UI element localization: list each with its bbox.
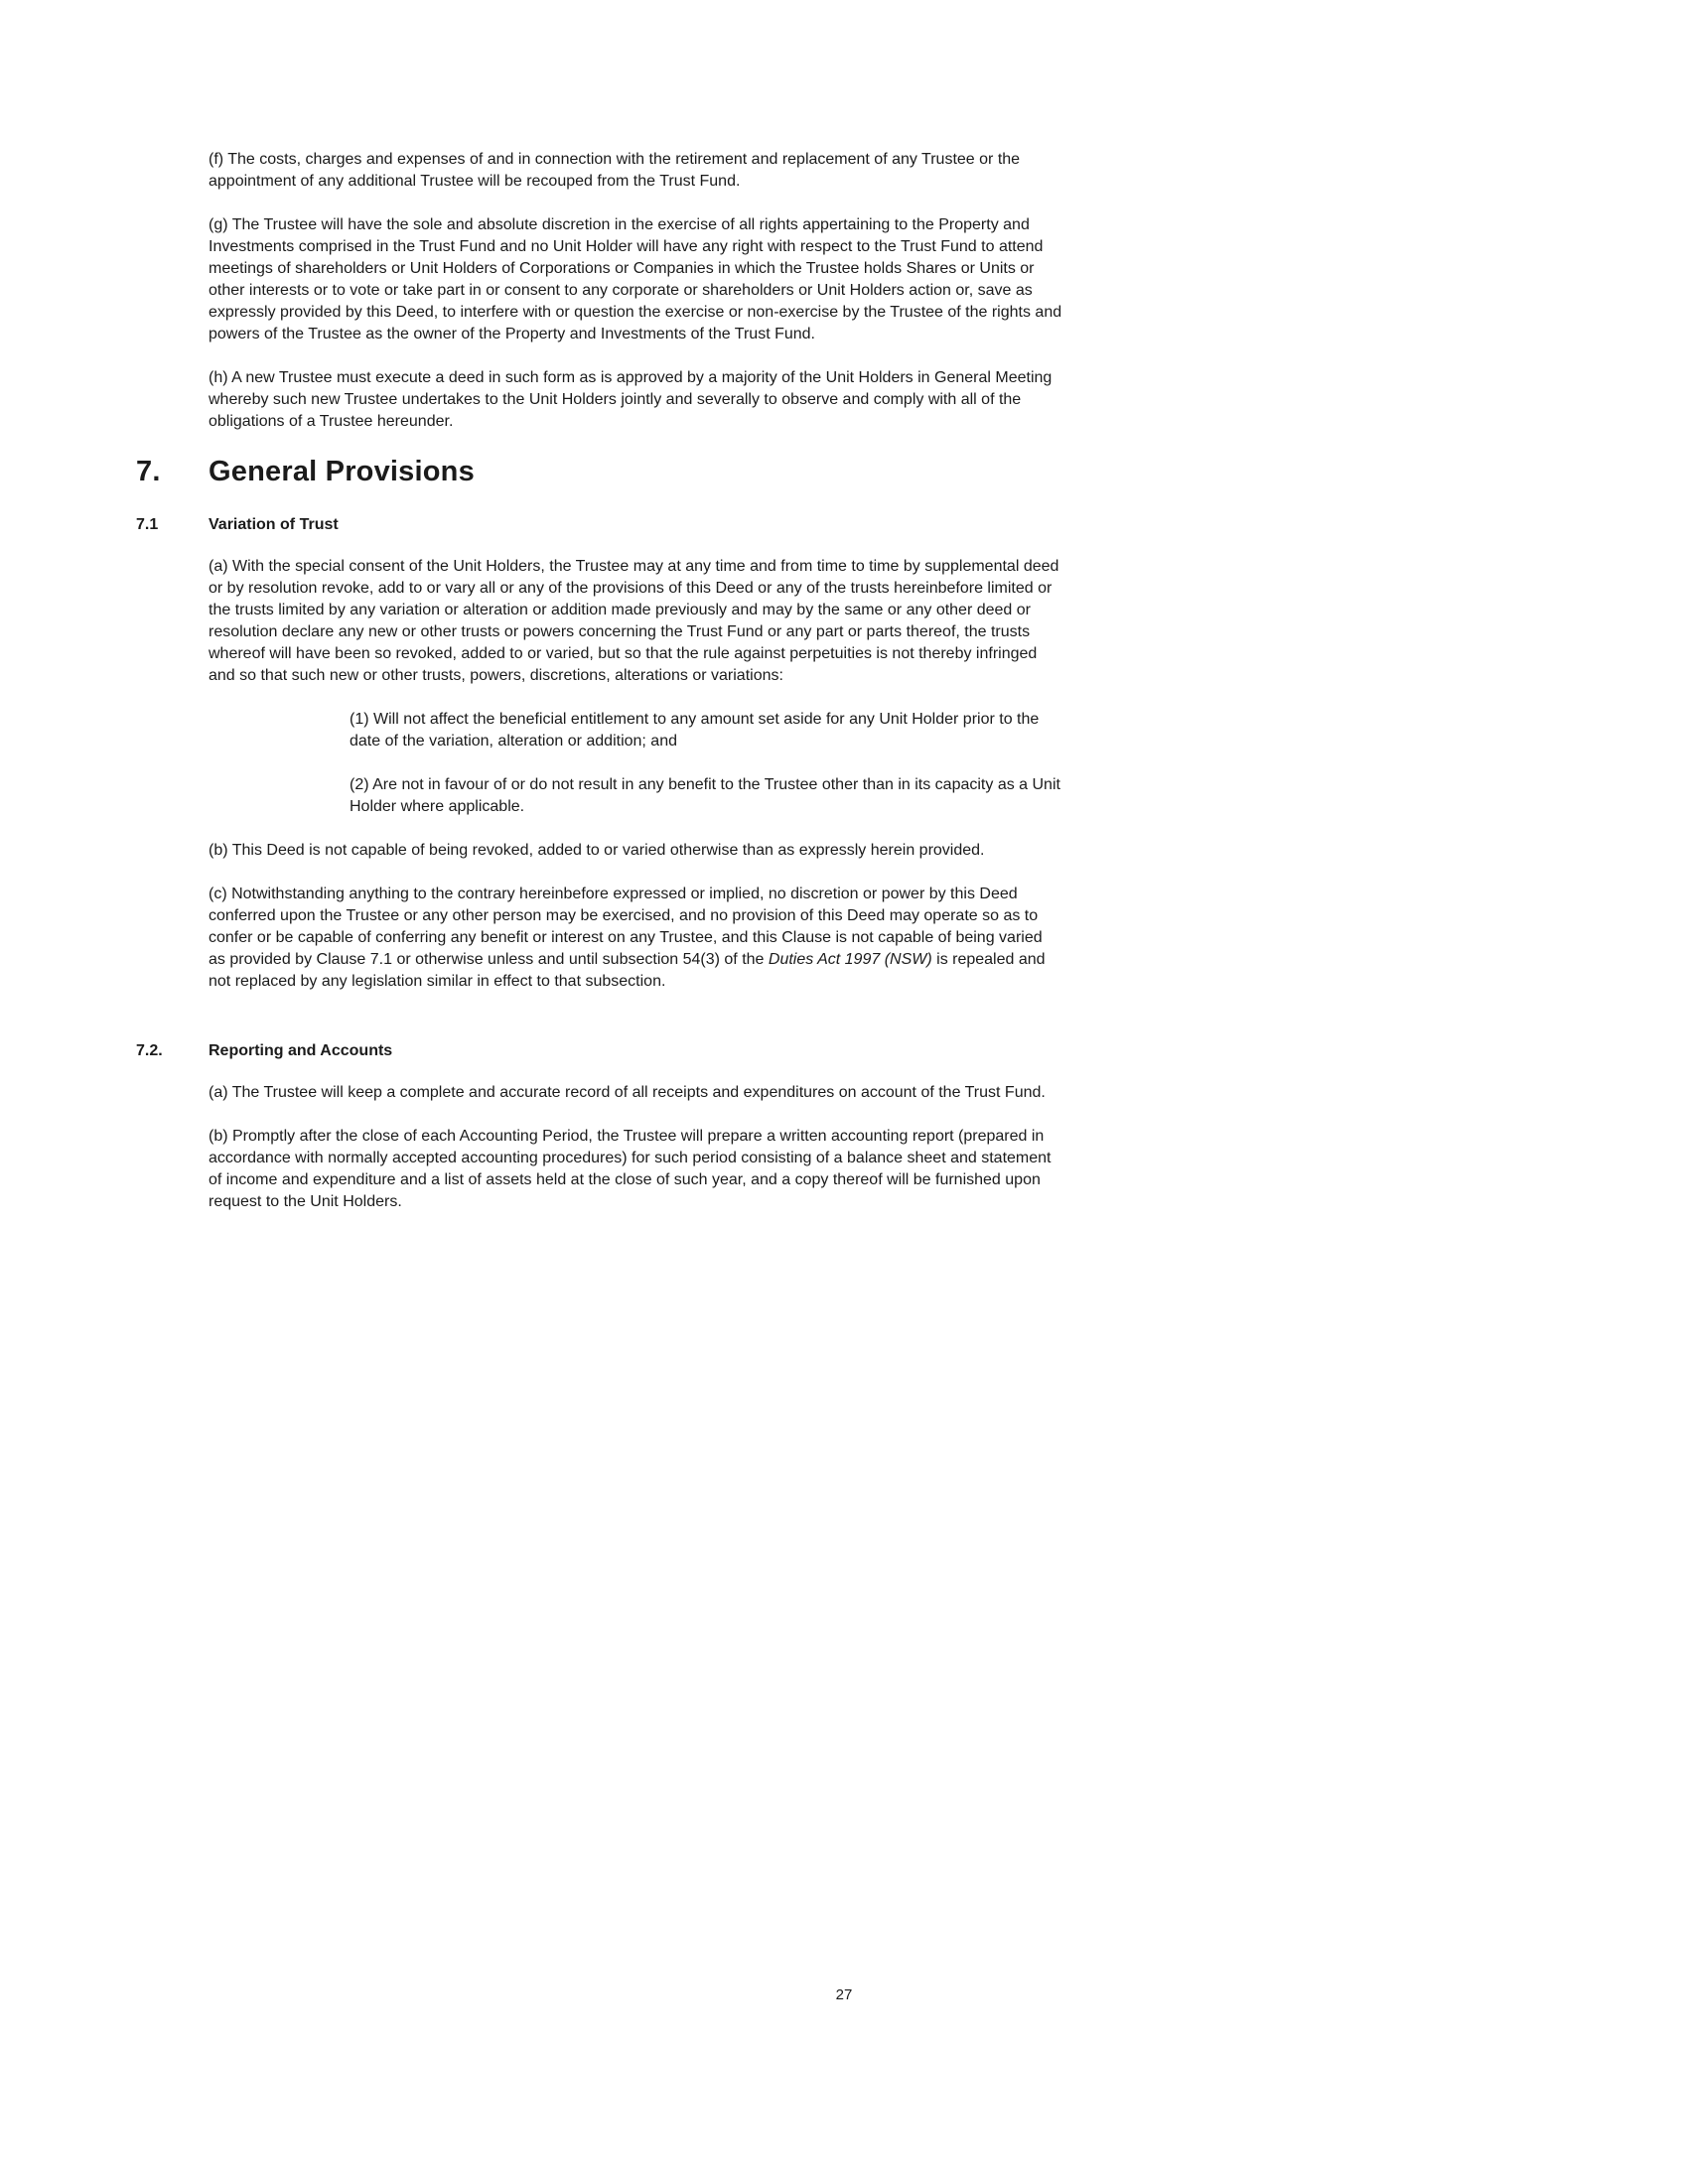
list-item-2: (2) Are not in favour of or do not result in any benefit to the Trustee other than in its capacity as a Unit Holder where applicable.: [350, 776, 1060, 815]
paragraph-7-1-c-text: (c) Notwithstanding anything to the contrary hereinbefore expressed or implied, no discretion or power by this Deed conferred upon the Trustee or any other person may be exercised, and no provision of this Deed may operate so as to confer or be capable of conferring any benefit or interest on any Trustee, and this Clause is not capable of being varied as provided by Clause 7.1 or otherwise unless and until subsection 54(3) of the: [209, 886, 1043, 968]
page-number: 27: [835, 1986, 853, 2003]
section-7-heading: [136, 455, 1092, 488]
statute-reference: Duties Act 1997 (NSW): [768, 951, 932, 968]
paragraph-7-1-c-tail: is repealed and not replaced by any legislation similar in effect to that subsection.: [209, 951, 1046, 990]
paragraph-g: (g) The Trustee will have the sole and absolute discretion in the exercise of all rights appertaining to the Property and Investments comprised in the Trust Fund and no Unit Holder will have any right with respect to the Trust Fund to attend meetings of shareholders or Unit Holders of Corporations or Companies in which the Trustee holds Shares or Units or other interests or to vote or take part in or consent to any corporate or shareholders or Unit Holders action or, save as expressly provided by this Deed, to interfere with or question the exercise or non-exercise by the Trustee of the rights and powers of the Trustee as the owner of the Property and Investments of the Trust Fund.: [209, 216, 1062, 342]
section-7-title: General Provisions: [209, 456, 475, 487]
paragraph-7-1-a: (a) With the special consent of the Unit Holders, the Trustee may at any time and from time to time by supplemental deed or by resolution revoke, add to or vary all or any of the provisions of this Deed or any of the trusts hereinbefore limited or the trusts limited by any variation or alteration or addition made previously and may by the same or any other deed or resolution declare any new or other trusts or powers concerning the Trust Fund or any part or parts thereof, the trusts whereof will have been so revoked, added to or varied, but so that the rule against perpetuities is not thereby infringed and so that such new or other trusts, powers, discretions, alterations or variations:: [209, 558, 1059, 684]
subsection-7-1-title: Variation of Trust: [209, 516, 339, 533]
list-item-1: (1) Will not affect the beneficial entitlement to any amount set aside for any Unit Holder prior to the date of the variation, alteration or addition; and: [350, 711, 1040, 750]
subsection-7-1-heading: [136, 514, 1092, 536]
paragraph-h: (h) A new Trustee must execute a deed in such form as is approved by a majority of the Unit Holders in General Meeting whereby such new Trustee undertakes to the Unit Holders jointly and severally to observe and comply with all of the obligations of a Trustee hereunder.: [209, 369, 1053, 430]
paragraph-7-2-b: (b) Promptly after the close of each Accounting Period, the Trustee will prepare a written accounting report (prepared in accordance with normally accepted accounting procedures) for such period consisting of a balance sheet and statement of income and expenditure and a list of assets held at the close of such year, and a copy thereof will be furnished upon request to the Unit Holders.: [209, 1128, 1052, 1210]
subsection-7-2-title: Reporting and Accounts: [209, 1042, 393, 1059]
document-page: [136, 149, 1092, 1235]
paragraph-f: (f) The costs, charges and expenses of and in connection with the retirement and replacement of any Trustee or the appointment of any additional Trustee will be recouped from the Trust Fund.: [209, 151, 1021, 190]
paragraph-7-1-c: [209, 884, 1062, 993]
subsection-7-2-heading: [136, 1040, 1092, 1062]
paragraph-7-2-a: (a) The Trustee will keep a complete and accurate record of all receipts and expenditures on account of the Trust Fund.: [209, 1084, 1046, 1101]
subsection-7-2-number: 7.2.: [136, 1042, 163, 1059]
paragraph-7-1-b: (b) This Deed is not capable of being revoked, added to or varied otherwise than as expressly herein provided.: [209, 842, 985, 859]
section-7-number: 7.: [136, 456, 161, 487]
subsection-7-1-number: 7.1: [136, 516, 159, 533]
